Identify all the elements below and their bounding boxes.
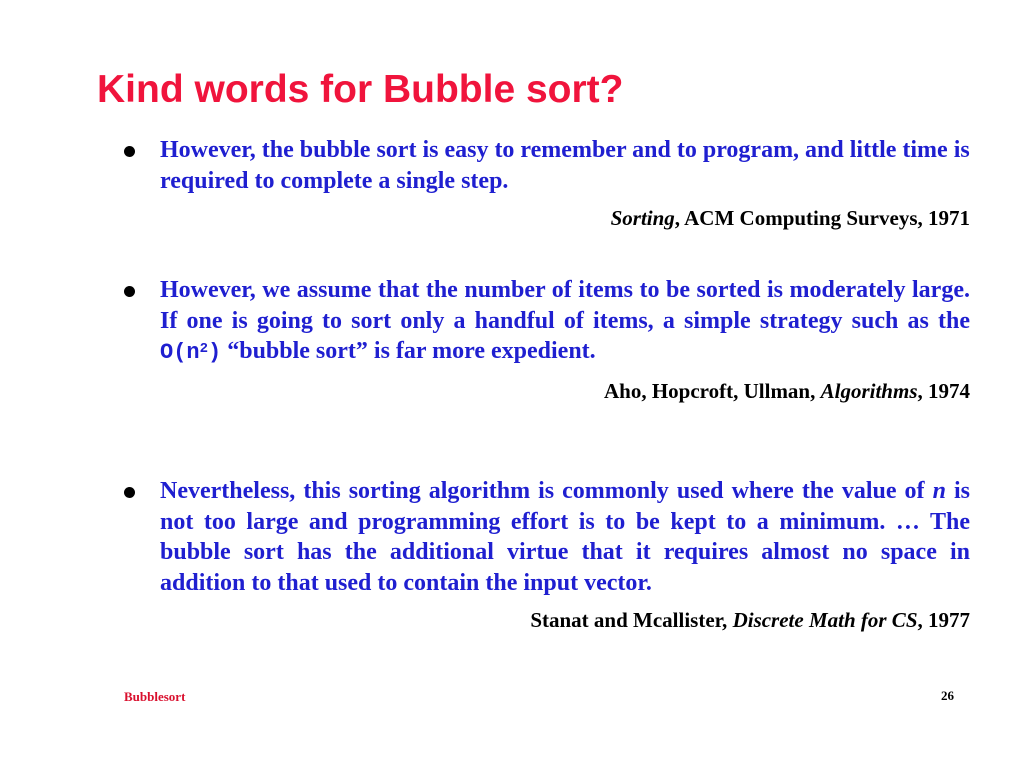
bullet-text-1: However, the bubble sort is easy to remember and to program, and little time is required to complete a single step. — [160, 137, 970, 194]
citation-year: , 1977 — [917, 608, 970, 632]
bullet-dot-icon — [124, 487, 135, 498]
citation-authors: Aho, Hopcroft, Ullman, — [604, 378, 821, 403]
citation-source: , ACM Computing Surveys, 1971 — [674, 206, 970, 230]
bullet-item-1 — [124, 135, 970, 232]
footer-title: Bubblesort — [124, 689, 186, 704]
citation-title: Sorting — [610, 206, 675, 230]
slide-title: Kind words for Bubble sort? — [97, 68, 624, 111]
bullet-text-3 — [160, 476, 970, 598]
big-o-code: O(n — [160, 340, 200, 365]
page-number: 26 — [941, 688, 954, 703]
big-o-exponent: 2 — [199, 341, 209, 357]
big-o-notation — [160, 340, 221, 365]
variable-n: n — [932, 478, 946, 504]
bullet-text-3-after: is not too large and programming effort is to be kept to a minimum. … The bubble sort has the additional virtue that it requires almost no space in addition to that used to contain the input vector. — [160, 478, 970, 596]
bullet-text-2-before: However, we assume that the number of items to be sorted is moderately large. If one is going to sort only a handful of items, a simple strategy such as the — [160, 277, 970, 334]
citation-title: Discrete Math for CS — [732, 608, 918, 632]
bullet-item-2 — [124, 275, 970, 405]
citation-title: Algorithms — [820, 378, 918, 403]
bullet-text-2 — [160, 275, 970, 369]
bullet-text-2-after: “bubble sort” is far more expedient. — [221, 338, 596, 364]
citation-3 — [124, 606, 970, 634]
bullet-dot-icon — [124, 146, 135, 157]
big-o-code-end: ) — [208, 340, 222, 365]
bullet-dot-icon — [124, 286, 135, 297]
bullet-item-3 — [124, 476, 970, 634]
citation-1 — [124, 204, 970, 232]
citation-year: , 1974 — [917, 378, 970, 403]
bullet-text-3-before: Nevertheless, this sorting algorithm is commonly used where the value of — [160, 478, 933, 504]
citation-authors: Stanat and Mcallister, — [530, 608, 733, 632]
citation-2 — [124, 377, 970, 405]
